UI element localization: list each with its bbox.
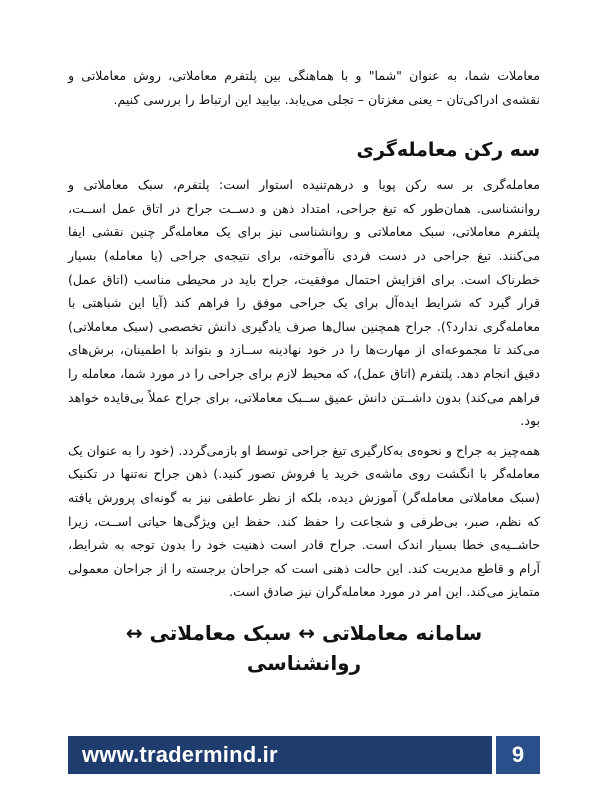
page-footer: [68, 736, 540, 774]
formula-line: سامانه معاملاتی ↔ سبک معاملاتی ↔ روانشناسی: [125, 620, 483, 675]
footer-url-bar: [68, 736, 492, 774]
page-number-box: [496, 736, 540, 774]
body-paragraph-1: معامله‌گری بر سه رکن پویا و درهم‌تنیده استوار است: پلتفرم، سبک معاملاتی و روانشناسی. همان‌طور که تیغ جراحی، امتداد ذهن و دســت جراح در اتاق عمل اســت، پلتفرم معاملاتی، سبک معاملاتی و روانشناسی نیز برای یک معامله‌گر چنین نقشی ایفا می‌کنند. تیغ جراحی در دست فردی ناآموخته، برای نتیجه‌ی جراحی (یا معامله) بسیار خطرناک است. برای افزایش احتمال موفقیت، جراح باید در محیطی مناسب (اتاق عمل) قرار گیرد که شرایط ایده‌آل برای یک جراحی موفق را فراهم کند (آیا این شباهتی با معامله‌گری ندارد؟). جراح همچنین سال‌ها صرف یادگیری دانش تخصصی (سبک معاملاتی) می‌کند تا مجموعه‌ای از مهارت‌ها را در خود نهادینه ســازد و بتواند با اطمینان، برش‌های دقیق انجام دهد. پلتفرم (اتاق عمل)، که محیط لازم برای جراحی را در مورد شما، معامله را فراهم می‌کند) بدون داشــتن دانش عمیق ســبک معاملاتی، برای جراح عملاً بی‌فایده خواهد بود.: [68, 177, 540, 429]
page-content: [68, 64, 540, 678]
section-heading: سه رکن معامله‌گری: [356, 139, 540, 162]
website-link[interactable]: www.tradermind.ir: [82, 742, 278, 767]
page-number: 9: [511, 742, 525, 767]
body-paragraph-2: همه‌چیز به جراح و نحوه‌ی به‌کارگیری تیغ جراحی توسط او بازمی‌گردد. (خود را به عنوان یک معامله‌گر با انگشت روی ماشه‌ی خرید یا فروش تصور کنید.) ذهن جراح نه‌تنها در تکنیک (سبک معاملاتی معامله‌گر) آموزش دیده، بلکه از نظر عاطفی نیز به گونه‌ای پرورش یافته که نظم، صبر، بی‌طرفی و شجاعت را حفظ کند. حفظ این ویژگی‌ها حیاتی اســت، زیرا حاشــیه‌ی خطا بسیار اندک است. جراح قادر است ذهنیت خود را بدون توجه به شرایط، آرام و قاطع مدیریت کند. این حالت ذهنی است که جراحان برجسته را از جراحان معمولی متمایز می‌کند. این امر در مورد معامله‌گران نیز صادق است.: [68, 442, 540, 600]
intro-paragraph: معاملات شما، به عنوان "شما" و با هماهنگی بین پلتفرم معاملاتی، روش معاملاتی و نقشه‌ی ادراکی‌تان – یعنی مغزتان – تجلی می‌یابد. بیایید این ارتباط را بررسی کنیم.: [68, 68, 540, 107]
